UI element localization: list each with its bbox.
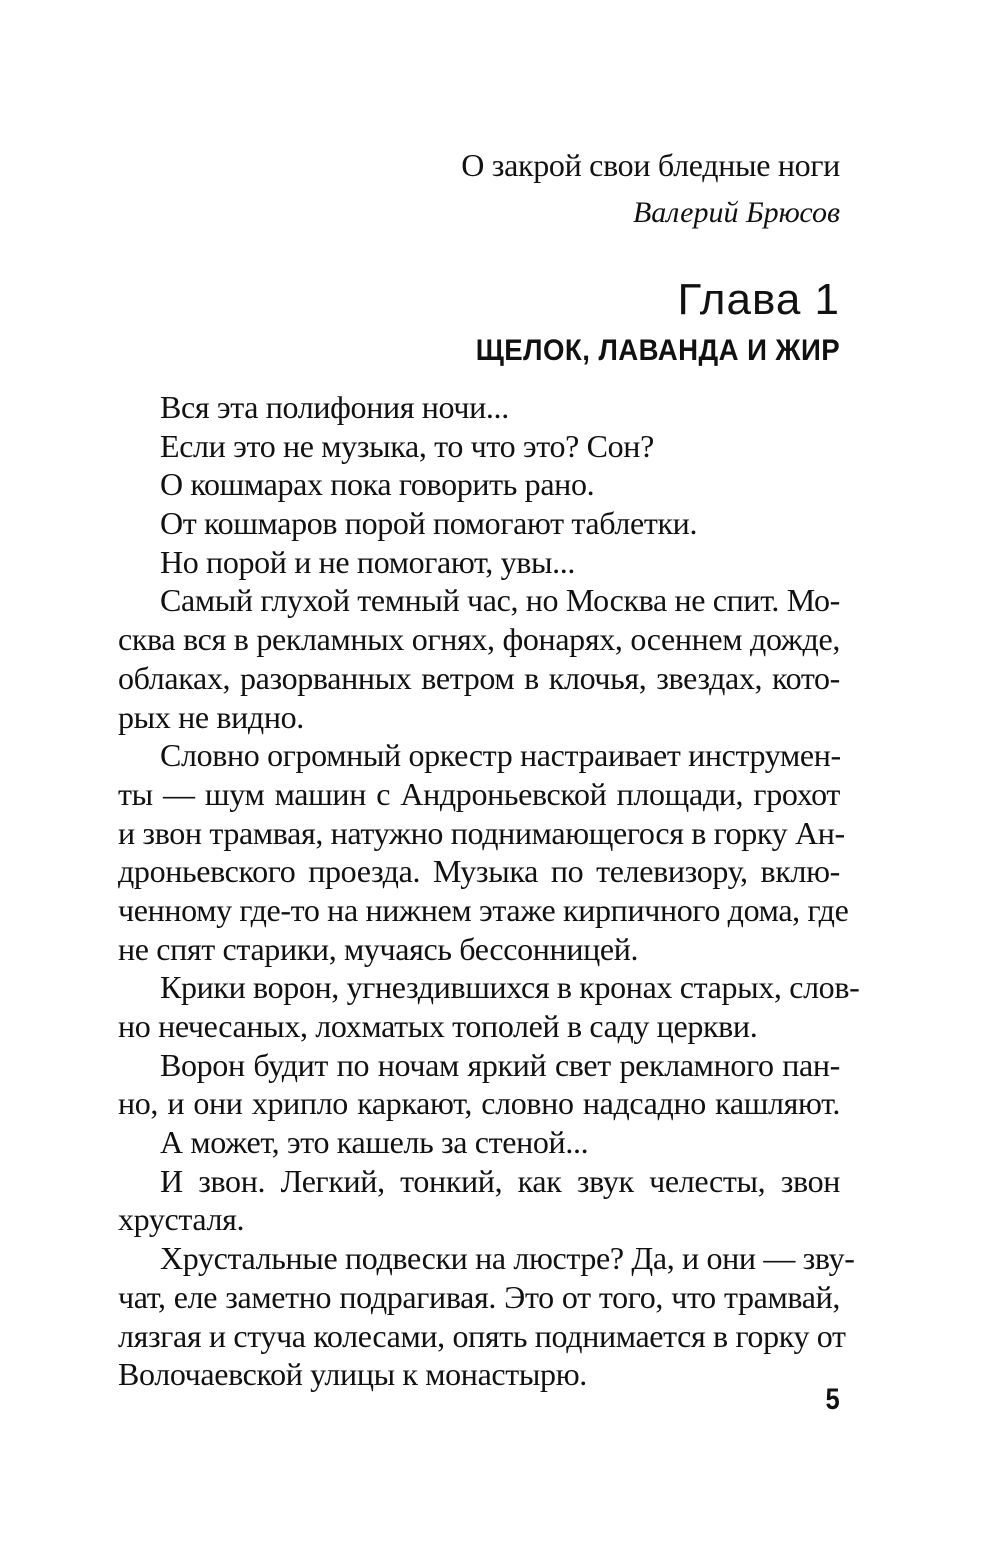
- chapter-title: ЩЕЛОК, ЛАВАНДА И ЖИР: [475, 334, 840, 367]
- text-line: Хрустальные подвески на люстре? Да, и они — зву-: [160, 1240, 855, 1277]
- text-line: лязгая и стуча колесами, опять поднимается в горку от: [118, 1317, 846, 1354]
- text-line: Волочаевской улицы к монастырю.: [118, 1356, 587, 1393]
- text-line: Самый глухой темный час, но Москва не спит. Мо-: [160, 582, 840, 619]
- chapter-number: Глава 1: [677, 275, 840, 324]
- text-line: Вся эта полифония ночи...: [160, 389, 509, 425]
- text-line: не спят старики, мучаясь бессонницей.: [118, 930, 639, 967]
- text-line: Крики ворон, угнездившихся в кронах старых, слов-: [160, 969, 860, 1006]
- epigraph: [461, 142, 840, 236]
- epigraph-text: О закрой свои бледные ноги: [461, 147, 840, 183]
- text-line: хрусталя.: [118, 1201, 245, 1238]
- text-line: От кошмаров порой помогают таблетки.: [160, 505, 698, 542]
- text-line: ченному где-то на нижнем этаже кирпичного дома, где: [118, 891, 849, 928]
- text-line: сква вся в рекламных огнях, фонарях, осеннем дожде,: [118, 621, 840, 658]
- text-line: Но порой и не помогают, увы...: [160, 543, 576, 580]
- text-line: дроньевского проезда. Музыка по телевизору, вклю-: [118, 853, 840, 890]
- book-page: [118, 0, 860, 1562]
- text-line: но нечесаных, лохматых тополей в саду церкви.: [118, 1008, 758, 1044]
- text-line: Ворон будит по ночам яркий свет рекламного пан-: [160, 1046, 840, 1083]
- text-line: И звон. Легкий, тонкий, как звук челесты, звон: [160, 1162, 840, 1199]
- text-line: ты — шум машин с Андроньевской площади, грохот: [118, 775, 840, 812]
- page-number: 5: [825, 1383, 840, 1416]
- text-line: облаках, разорванных ветром в клочья, звездах, кото-: [118, 659, 840, 696]
- text-line: рых не видно.: [118, 698, 304, 735]
- text-line: А может, это кашель за стеной...: [160, 1124, 589, 1161]
- body-text: [118, 388, 860, 1394]
- text-line: Словно огромный оркестр настраивает инструмен-: [160, 737, 841, 774]
- text-line: О кошмарах пока говорить рано.: [160, 466, 595, 503]
- text-line: и звон трамвая, натужно поднимающегося в горку Ан-: [118, 814, 845, 851]
- text-line: Если это не музыка, то что это? Сон?: [160, 427, 654, 464]
- text-line: но, и они хрипло каркают, словно надсадно кашляют.: [118, 1085, 840, 1122]
- text-line: чат, еле заметно подрагивая. Это от того, что трамвай,: [118, 1278, 840, 1315]
- epigraph-author: Валерий Брюсов: [632, 196, 840, 229]
